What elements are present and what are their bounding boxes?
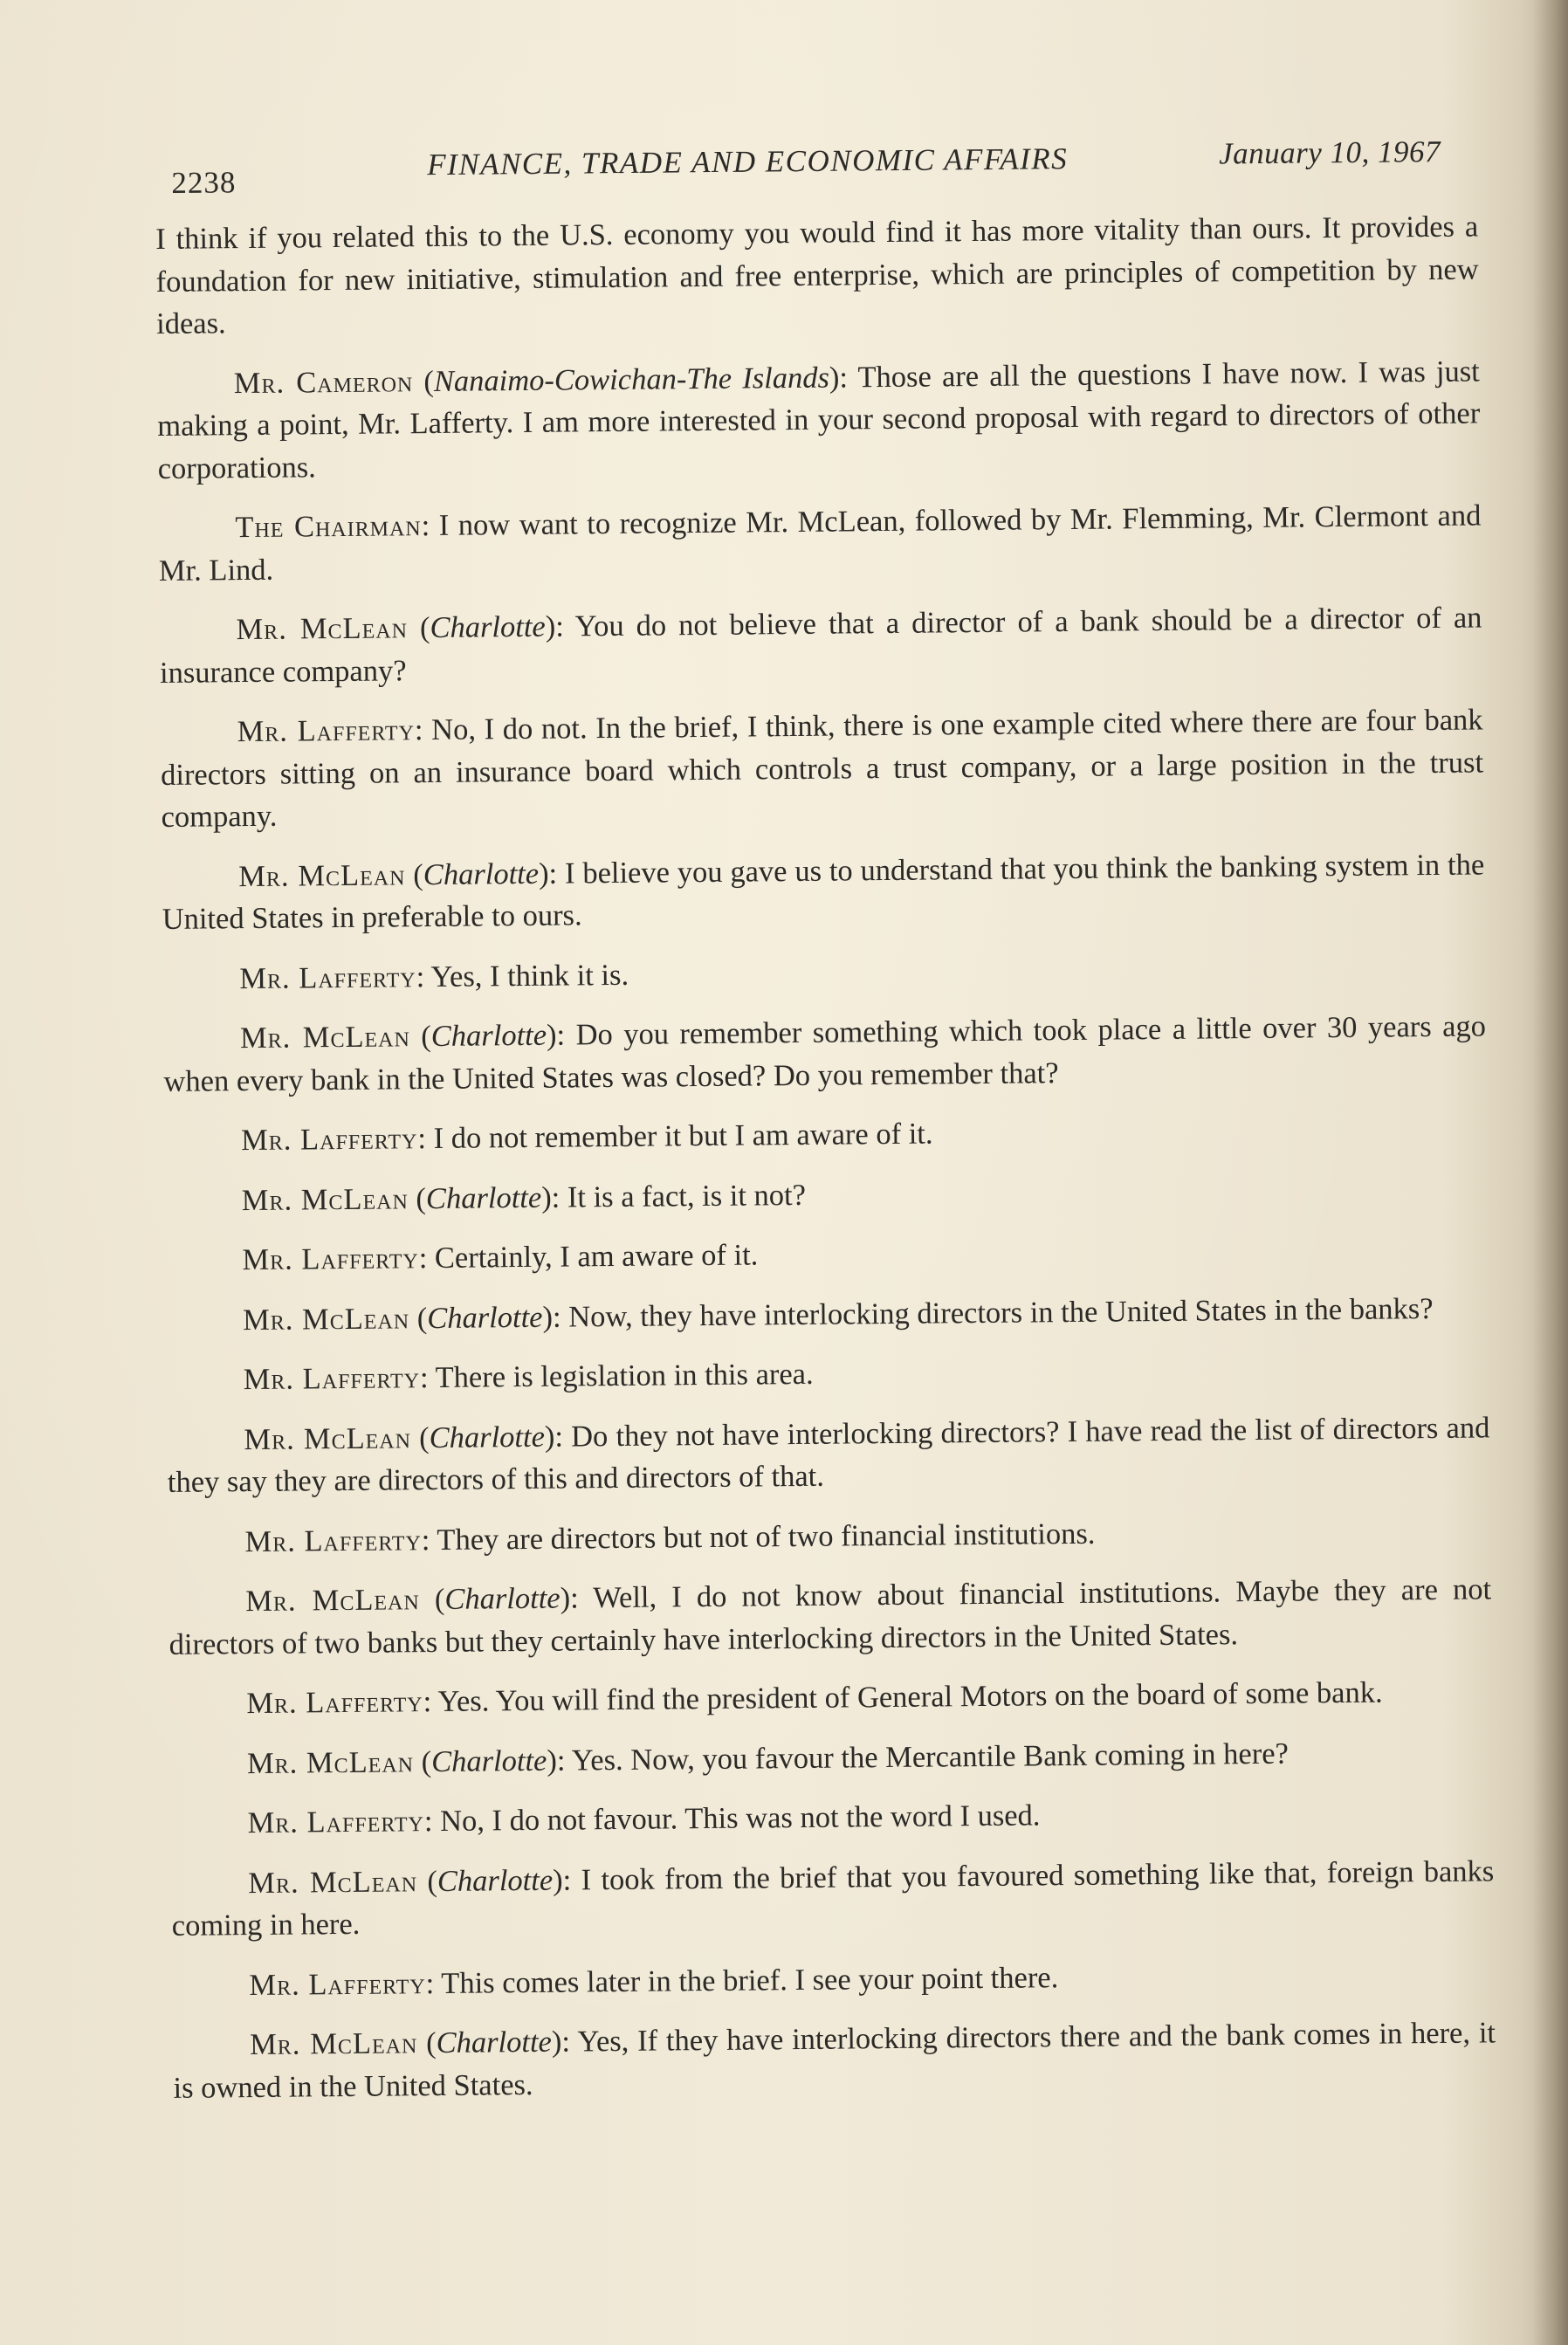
paragraph-text: They are directors but not of two financial institutions. <box>437 1516 1096 1557</box>
paragraph: Mr. McLean (Charlotte): You do not believe that a director of a bank should be a director of an insurance company? <box>159 601 1482 690</box>
paragraph-text: Those are all the questions I have now. I was just making a point, Mr. Lafferty. I am more interested in your second proposal with regard to directors of other corporations. <box>157 354 1481 485</box>
speaker-riding: Charlotte <box>437 1863 554 1898</box>
paragraph: Mr. McLean (Charlotte): Yes, If they have interlocking directors there and the bank comes in here, it is owned in the United States. <box>173 2016 1496 2105</box>
speaker-riding: Nanaimo-Cowichan-The Islands <box>433 361 830 398</box>
paragraph-text: You do not believe that a director of a bank should be a director of an insurance company? <box>159 601 1482 690</box>
paragraph-text: I believe you gave us to understand that you think the banking system in the United States in preferable to ours. <box>162 847 1485 936</box>
paragraph-text: No, I do not. In the brief, I think, there is one example cited where there are four bank directors sitting on an insurance board which controls a trust company, or a large position in the trust company. <box>160 703 1484 834</box>
paragraph-text: There is legislation in this area. <box>435 1357 814 1394</box>
speaker-riding: Charlotte <box>427 1300 543 1335</box>
speaker-name: Mr. Lafferty <box>242 1241 419 1277</box>
paragraph <box>155 205 1479 345</box>
paragraph-text: Yes, If they have interlocking directors there and the bank comes in here, it is owned in the United States. <box>173 2016 1496 2105</box>
speaker-name: Mr. Lafferty <box>249 1966 426 2002</box>
speaker-name: Mr. McLean <box>239 1020 411 1056</box>
speaker-name: Mr. Lafferty <box>244 1523 422 1558</box>
running-title: FINANCE, TRADE AND ECONOMIC AFFAIRS <box>427 141 1069 182</box>
speaker-name: Mr. McLean <box>244 1420 412 1456</box>
speaker-name: Mr. McLean <box>245 1583 420 1619</box>
paragraph-text: I now want to recognize Mr. McLean, followed by Mr. Flemming, Mr. Clermont and Mr. Lind. <box>158 499 1482 588</box>
paragraph-text: I think if you related this to the U.S. economy you would find it has more vitality than ours. It provides a foundation for new initiative, stimulation and free enterprise, which are principles of competition by new ideas. <box>155 210 1479 340</box>
paragraph: Mr. Lafferty: I do not remember it but I am aware of it. <box>240 1117 933 1158</box>
paragraph-text: Well, I do not know about financial institutions. Maybe they are not directors of two banks but they certainly have interlocking directors in the United States. <box>168 1572 1492 1661</box>
paragraph-text: Yes, I think it is. <box>430 958 629 994</box>
speaker-name: Mr. McLean <box>249 2026 418 2062</box>
speaker-name: Mr. McLean <box>236 611 409 647</box>
speaker-riding: Charlotte <box>429 1420 546 1454</box>
speaker-name: Mr. McLean <box>242 1301 410 1337</box>
speaker-name: Mr. Lafferty <box>237 713 416 749</box>
speaker-riding: Charlotte <box>425 1180 542 1215</box>
speaker-name: Mr. McLean <box>248 1864 418 1900</box>
speaker-name: Mr. Lafferty <box>240 1122 418 1158</box>
paragraph: Mr. McLean (Charlotte): Do you remember something which took place a little over 30 years ago when every bank in the United States was closed? Do you remember that? <box>163 1009 1487 1098</box>
speaker-name: Mr. Lafferty <box>246 1685 423 1721</box>
speaker-name: Mr. McLean <box>246 1744 415 1780</box>
page-edge-shadow <box>1533 0 1568 2345</box>
paragraph: Mr. McLean (Charlotte): Yes. Now, you favour the Mercantile Bank coming in here? <box>246 1736 1289 1780</box>
paragraph-text: Do you remember something which took place a little over 30 years ago when every bank in the United States was closed? Do you remember that? <box>163 1009 1487 1098</box>
speaker-riding: Charlotte <box>430 1018 547 1054</box>
paragraph: Mr. Lafferty: Yes. You will find the president of General Motors on the board of some bank. <box>246 1675 1383 1721</box>
paragraph: Mr. Lafferty: No, I do not. In the brief, I think, there is one example cited where there are four bank directors sitting on an insurance board which controls a trust company, or a large position in the trust company. <box>160 703 1484 834</box>
paragraph-text: No, I do not favour. This was not the word I used. <box>439 1798 1041 1838</box>
paragraph: Mr. Lafferty: No, I do not favour. This was not the word I used. <box>247 1798 1041 1840</box>
paragraph-text: Certainly, I am aware of it. <box>434 1238 759 1275</box>
paragraph: Mr. McLean (Charlotte): I took from the brief that you favoured something like that, foreign banks coming in here. <box>171 1853 1495 1943</box>
speaker-riding: Charlotte <box>430 1743 547 1778</box>
speaker-riding: Charlotte <box>444 1581 560 1616</box>
paragraph: Mr. McLean (Charlotte): It is a fact, is it not? <box>241 1178 807 1217</box>
speaker-name: Mr. Cameron <box>233 364 414 400</box>
speaker-name: Mr. McLean <box>241 1181 409 1217</box>
paragraph-text: I do not remember it but I am aware of it. <box>433 1117 933 1155</box>
paragraph-text: This comes later in the brief. I see your point there. <box>441 1960 1059 2000</box>
paragraph: Mr. Lafferty: This comes later in the brief. I see your point there. <box>249 1960 1059 2002</box>
running-header <box>171 134 1473 199</box>
paragraph: Mr. McLean (Charlotte): Well, I do not know about financial institutions. Maybe they are not directors of two banks but they certainly have interlocking directors in the United States. <box>168 1572 1492 1661</box>
speaker-name: Mr. Lafferty <box>247 1805 425 1840</box>
speaker-name: Mr. Lafferty <box>239 959 416 995</box>
speaker-riding: Charlotte <box>430 609 546 645</box>
paragraph-text: I took from the brief that you favoured something like that, foreign banks coming in here. <box>171 1853 1495 1943</box>
speaker-riding: Charlotte <box>436 2025 553 2060</box>
paragraph: Mr. McLean (Charlotte): I believe you gave us to understand that you think the banking system in the United States in preferable to ours. <box>162 847 1485 936</box>
paragraph: Mr. Lafferty: Certainly, I am aware of it. <box>242 1238 759 1277</box>
paragraph-text: Do they not have interlocking directors? I have read the list of directors and they say they are directors of this and directors of that. <box>167 1410 1490 1499</box>
speaker-riding: Charlotte <box>423 856 540 891</box>
paragraph: Mr. McLean (Charlotte): Do they not have interlocking directors? I have read the list of directors and they say they are directors of this and directors of that. <box>167 1410 1490 1499</box>
transcript-body <box>155 205 1496 2126</box>
paragraph-text: Yes. Now, you favour the Mercantile Bank coming in here? <box>571 1736 1289 1778</box>
speaker-name: The Chairman <box>235 509 422 545</box>
paragraph: Mr. Lafferty: They are directors but not of two financial institutions. <box>244 1516 1096 1558</box>
paragraph: The Chairman: I now want to recognize Mr. McLean, followed by Mr. Flemming, Mr. Clermont and Mr. Lind. <box>158 499 1482 588</box>
page-number: 2238 <box>171 165 237 200</box>
paragraph: Mr. McLean (Charlotte): Now, they have interlocking directors in the United States in the banks? <box>242 1291 1434 1337</box>
speaker-name: Mr. Lafferty <box>243 1361 421 1397</box>
paragraph: Mr. Lafferty: There is legislation in this area. <box>243 1357 814 1397</box>
paragraph-text: It is a fact, is it not? <box>567 1178 807 1214</box>
paragraph-text: Now, they have interlocking directors in the United States in the banks? <box>568 1291 1434 1334</box>
paragraph: Mr. Lafferty: Yes, I think it is. <box>239 958 629 995</box>
header-date: January 10, 1967 <box>1218 134 1441 171</box>
paragraph-text: Yes. You will find the president of General Motors on the board of some bank. <box>437 1675 1383 1718</box>
speaker-name: Mr. McLean <box>238 857 406 893</box>
paragraph: Mr. Cameron (Nanaimo-Cowichan-The Islands): Those are all the questions I have now. I was just making a point, Mr. Lafferty. I am more interested in your second proposal with regard to directors of other corporations. <box>157 354 1481 485</box>
